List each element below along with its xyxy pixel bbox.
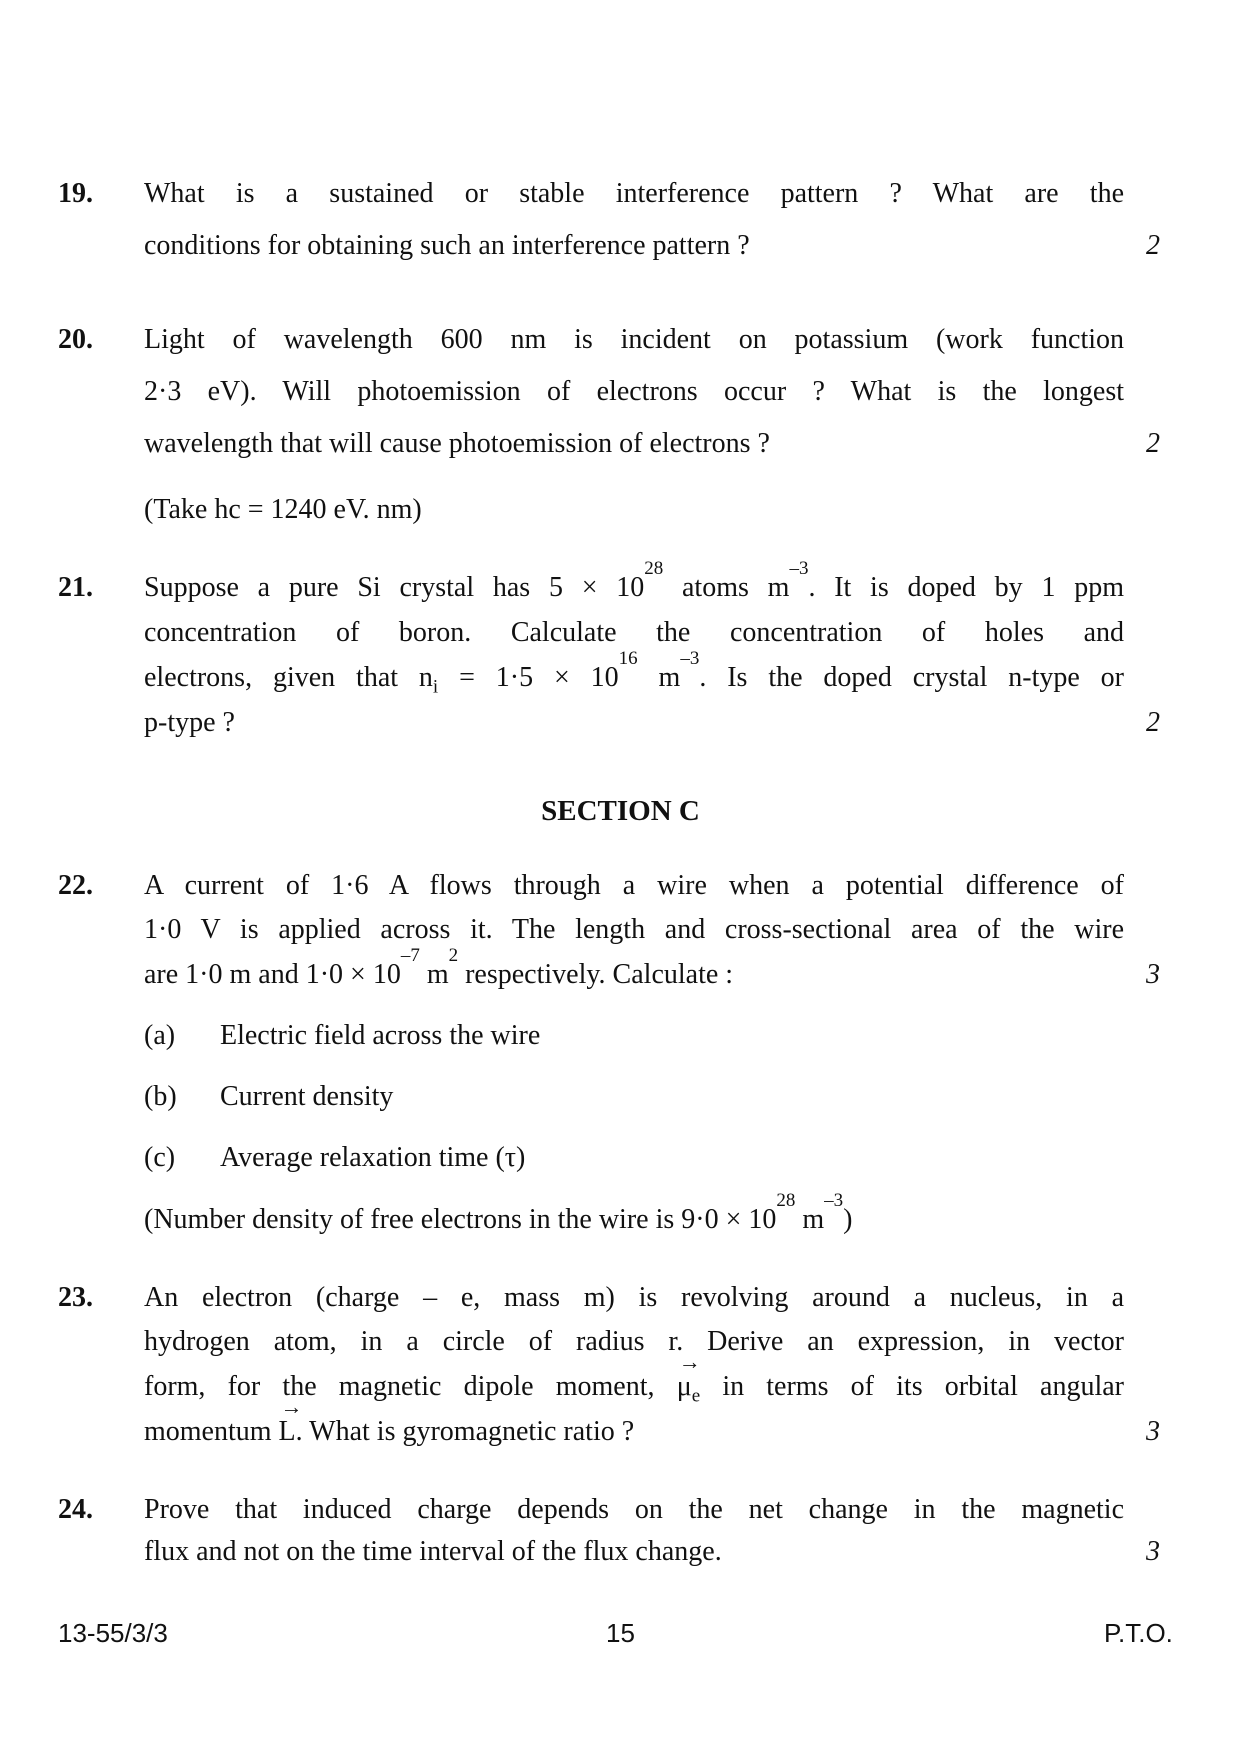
sub-question-b: (b) Current density	[144, 1081, 394, 1112]
question-number: 24.	[58, 1494, 93, 1525]
question-text-line: concentration of boron. Calculate the concentration of holes and	[144, 617, 1124, 648]
question-number: 21.	[58, 572, 93, 603]
marks: 3	[1146, 959, 1160, 990]
marks: 2	[1146, 428, 1160, 459]
question-text-line: What is a sustained or stable interference pattern ? What are the	[144, 178, 1124, 209]
question-text-line: Light of wavelength 600 nm is incident on potassium (work function	[144, 324, 1124, 355]
question-note: (Take hc = 1240 eV. nm)	[144, 494, 422, 525]
question-number: 19.	[58, 178, 93, 209]
paper-code: 13-55/3/3	[58, 1618, 168, 1648]
question-text-line: form, for the magnetic dipole moment, → $\mu_e$ in terms of its orbital angular	[144, 1371, 1124, 1403]
marks: 2	[1146, 707, 1160, 738]
question-text-line: flux and not on the time interval of the flux change.	[144, 1536, 722, 1567]
question-text-line: conditions for obtaining such an interference pattern ?	[144, 230, 750, 261]
question-text-line: An electron (charge – e, mass m) is revolving around a nucleus, in a	[144, 1282, 1124, 1313]
question-text-line: electrons, given that $n_i = 1\cdot 5 \times 10^{16}$ $m^{-3}$. Is the doped crystal n-type or	[144, 648, 1124, 698]
question-text-line: hydrogen atom, in a circle of radius r. Derive an expression, in vector	[144, 1326, 1124, 1357]
sub-question-a: (a) Electric field across the wire	[144, 1020, 541, 1051]
l-vector: → L	[279, 1416, 296, 1448]
pto-label: P.T.O.	[1104, 1618, 1173, 1648]
page-number: 15	[606, 1618, 635, 1648]
question-text-line: Suppose a pure Si crystal has $5 \times 10^{28}$ atoms $m^{-3}$. It is doped by 1 ppm	[144, 558, 1124, 603]
section-title: SECTION C	[541, 795, 700, 827]
marks: 3	[1146, 1536, 1160, 1567]
sub-question-c: (c) Average relaxation time (τ)	[144, 1142, 526, 1173]
question-text-line: p-type ?	[144, 707, 235, 738]
question-text-line: 2·3 eV). Will photoemission of electrons occur ? What is the longest	[144, 376, 1124, 407]
mu-vector: → $\mu_e$	[677, 1371, 700, 1403]
question-text-line: Prove that induced charge depends on the net change in the magnetic	[144, 1494, 1124, 1525]
marks: 3	[1146, 1416, 1160, 1447]
question-text-line: momentum → L. What is gyromagnetic ratio ?	[144, 1416, 634, 1448]
question-text-line: are 1·0 m and $1\cdot 0 \times 10^{-7}$ $m^2$ respectively. Calculate :	[144, 945, 734, 990]
question-text-line: wavelength that will cause photoemission of electrons ?	[144, 428, 770, 459]
question-text-line: A current of 1·6 A flows through a wire when a potential difference of	[144, 870, 1124, 901]
question-text-line: 1·0 V is applied across it. The length and cross-sectional area of the wire	[144, 914, 1124, 945]
question-number: 23.	[58, 1282, 93, 1313]
question-number: 20.	[58, 324, 93, 355]
question-number: 22.	[58, 870, 93, 901]
question-note: (Number density of free electrons in the wire is $9\cdot 0 \times 10^{28}$ $m^{-3}$)	[144, 1190, 853, 1235]
marks: 2	[1146, 230, 1160, 261]
